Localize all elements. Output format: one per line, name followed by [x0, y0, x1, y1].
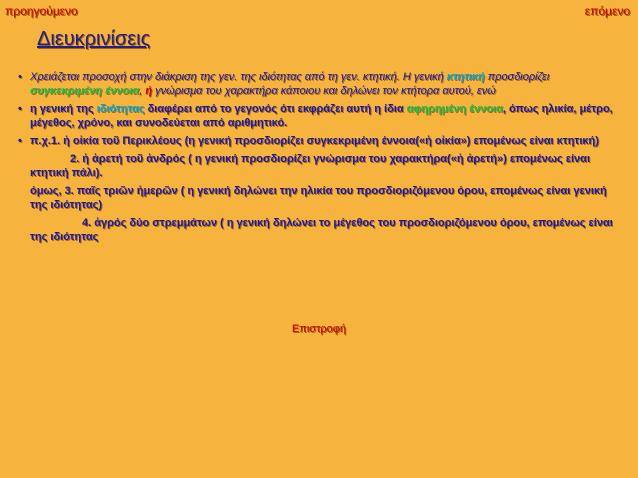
page-title: Διευκρινίσεις — [37, 28, 151, 50]
bullet-1-text-c: , — [139, 85, 146, 97]
bullet-icon: • — [18, 71, 22, 83]
bullet-icon: • — [18, 135, 22, 147]
bullet-1-text-b: προσδιορίζει — [484, 71, 550, 83]
bullet-icon: • — [18, 103, 22, 115]
bullet-1-text-d: γνώρισμα του χαρακτήρα κάποιου και δηλώνει τον κτήτορα αυτού, ενώ — [152, 85, 496, 97]
example-2-line: 2. ἡ ἀρετή τοῦ ἀνδρός ( η γενική προσδιορίζει γνώρισμα του χαρακτήρα(«ἡ ἀρετή») επομένως είναι κτητική πάλι). — [30, 153, 590, 179]
highlight-property: ιδιότητας — [96, 103, 145, 115]
highlight-specific-concept: συγκεκριμένη έννοια — [30, 85, 140, 97]
return-link[interactable]: Επιστροφή — [291, 323, 347, 335]
bullet-paragraph-2 — [18, 102, 618, 130]
content-area — [18, 70, 618, 248]
bullet-2-text-a: η γενική της — [30, 103, 97, 115]
previous-link[interactable]: προηγούμενο — [5, 4, 78, 18]
bullet-paragraph-3 — [18, 134, 618, 148]
bullet-1-text-a: Χρειάζεται προσοχή στην διάκριση της γεν. της ιδιότητας από τη γεν. κτητική. Η γενική — [30, 71, 444, 83]
highlight-ktitiki: κτητική — [446, 71, 485, 83]
highlight-abstract-concept: αφηρημένη έννοια — [406, 103, 503, 115]
example-3-line: όμως, 3. παῖς τριῶν ἡμερῶν ( η γενική δηλώνει την ηλικία του προσδιοριζόμενου όρου, επομένως είναι γενική της ιδιότητας) — [30, 185, 607, 211]
bullet-paragraph-1 — [18, 70, 618, 98]
highlight-or: ή — [145, 85, 153, 97]
example-4-line: 4. ἀγρός δύο στρεμμάτων ( η γενική δηλώνει το μέγεθος του προσδιοριζόμενου όρου, επομένως είναι της ιδιότητας — [30, 217, 613, 243]
next-link[interactable]: επόμενο — [584, 4, 630, 18]
bullet-2-text-b: διαφέρει από το γεγονός ότι εκφράζει αυτή η ίδια — [144, 103, 407, 115]
bullet-2-text-c: , όπως ηλικία, μέτρο, μέγεθος, χρόνο, και συνοδεύεται από αριθμητικό. — [30, 103, 613, 129]
example-1-text: π.χ.1. ἡ οἰκία τοῦ Περικλέους (η γενική προσδιορίζει συγκεκριμένη έννοια(«ἡ οἰκία») επομένως είναι κτητική) — [30, 135, 599, 147]
